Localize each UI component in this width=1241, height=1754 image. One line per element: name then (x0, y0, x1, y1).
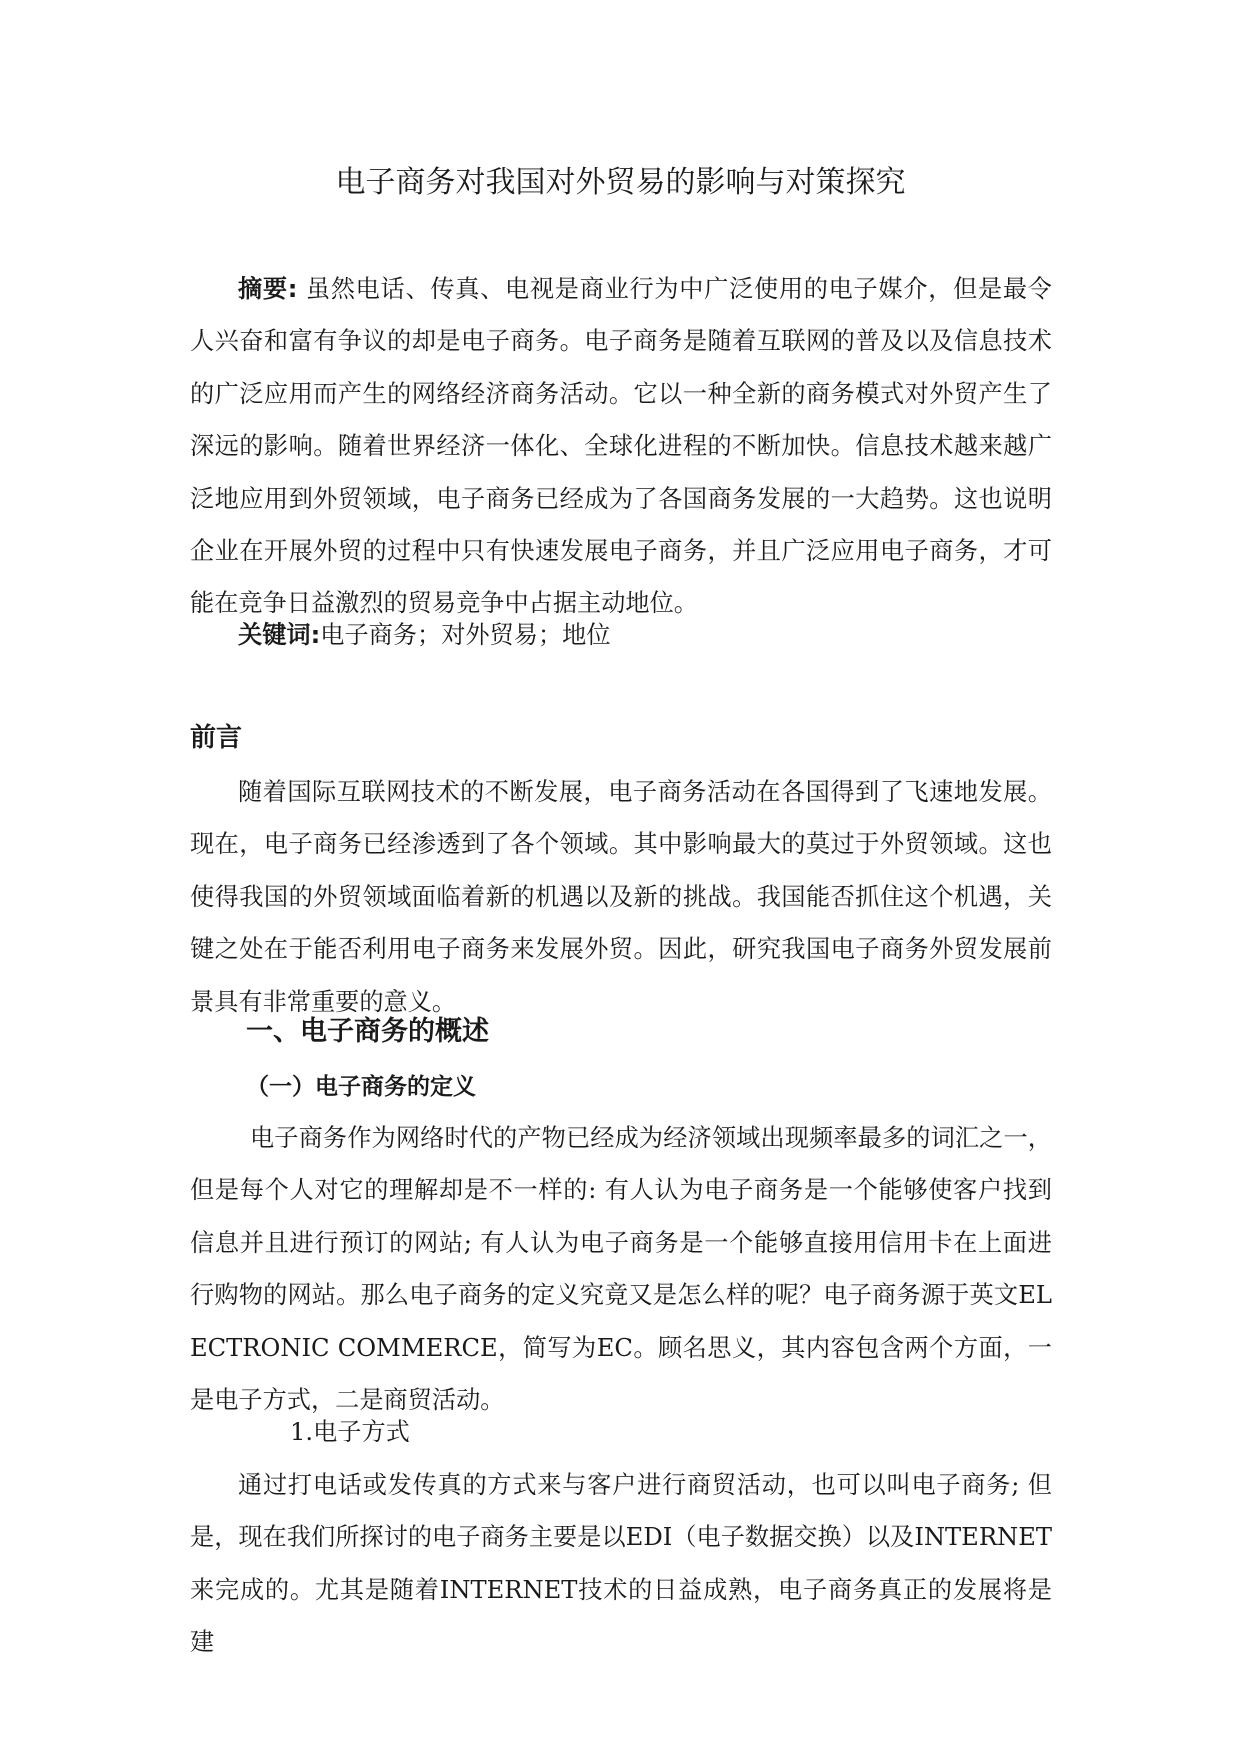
keywords-text: 电子商务；对外贸易；地位 (320, 621, 611, 649)
keywords-label: 关键词: (238, 621, 321, 649)
preface-paragraph: 随着国际互联网技术的不断发展，电子商务活动在各国得到了飞速地发展。现在，电子商务已经渗透到了各个领域。其中影响最大的莫过于外贸领域。这也使得我国的外贸领域面临着新的机遇以及新的挑战。我国能否抓住这个机遇，关键之处在于能否利用电子商务来发展外贸。因此，研究我国电子商务外贸发展前景具有非常重要的意义。 (190, 778, 1052, 1016)
keywords-paragraph (190, 609, 1052, 661)
preface-heading: 前言 (190, 723, 243, 753)
subsection-heading: （一）电子商务的定义 (246, 1074, 476, 1100)
section-heading: 一、电子商务的概述 (246, 1016, 489, 1047)
item-paragraph: 通过打电话或发传真的方式来与客户进行商贸活动，也可以叫电子商务; 但是，现在我们所探讨的电子商务主要是以EDI（电子数据交换）以及INTERNET来完成的。尤其是随着INTERNET技术的日益成熟，电子商务真正的发展将是建 (190, 1471, 1052, 1657)
definition-paragraph: 电子商务作为网络时代的产物已经成为经济领域出现频率最多的词汇之一，但是每个人对它的理解却是不一样的: 有人认为电子商务是一个能够使客户找到信息并且进行预订的网站; 有人认为电子商务是一个能够直接用信用卡在上面进行购物的网站。那么电子商务的定义究竟又是怎么样的呢？电子商务源于英文ELECTRONIC COMMERCE，简写为EC。顾名思义，其内容包含两个方面，一是电子方式，二是商贸活动。 (190, 1124, 1052, 1415)
abstract-label: 摘要: (238, 275, 298, 303)
document-title: 电子商务对我国对外贸易的影响与对策探究 (335, 165, 906, 200)
item-heading: 1.电子方式 (290, 1418, 410, 1446)
abstract-text: 虽然电话、传真、电视是商业行为中广泛使用的电子媒介，但是最令人兴奋和富有争议的却是电子商务。电子商务是随着互联网的普及以及信息技术的广泛应用而产生的网络经济商务活动。它以一种全新的商务模式对外贸产生了深远的影响。随着世界经济一体化、全球化进程的不断加快。信息技术越来越广泛地应用到外贸领域，电子商务已经成为了各国商务发展的一大趋势。这也说明企业在开展外贸的过程中只有快速发展电子商务，并且广泛应用电子商务，才可能在竞争日益激烈的贸易竞争中占据主动地位。 (190, 275, 1052, 618)
abstract-paragraph (190, 263, 1052, 630)
